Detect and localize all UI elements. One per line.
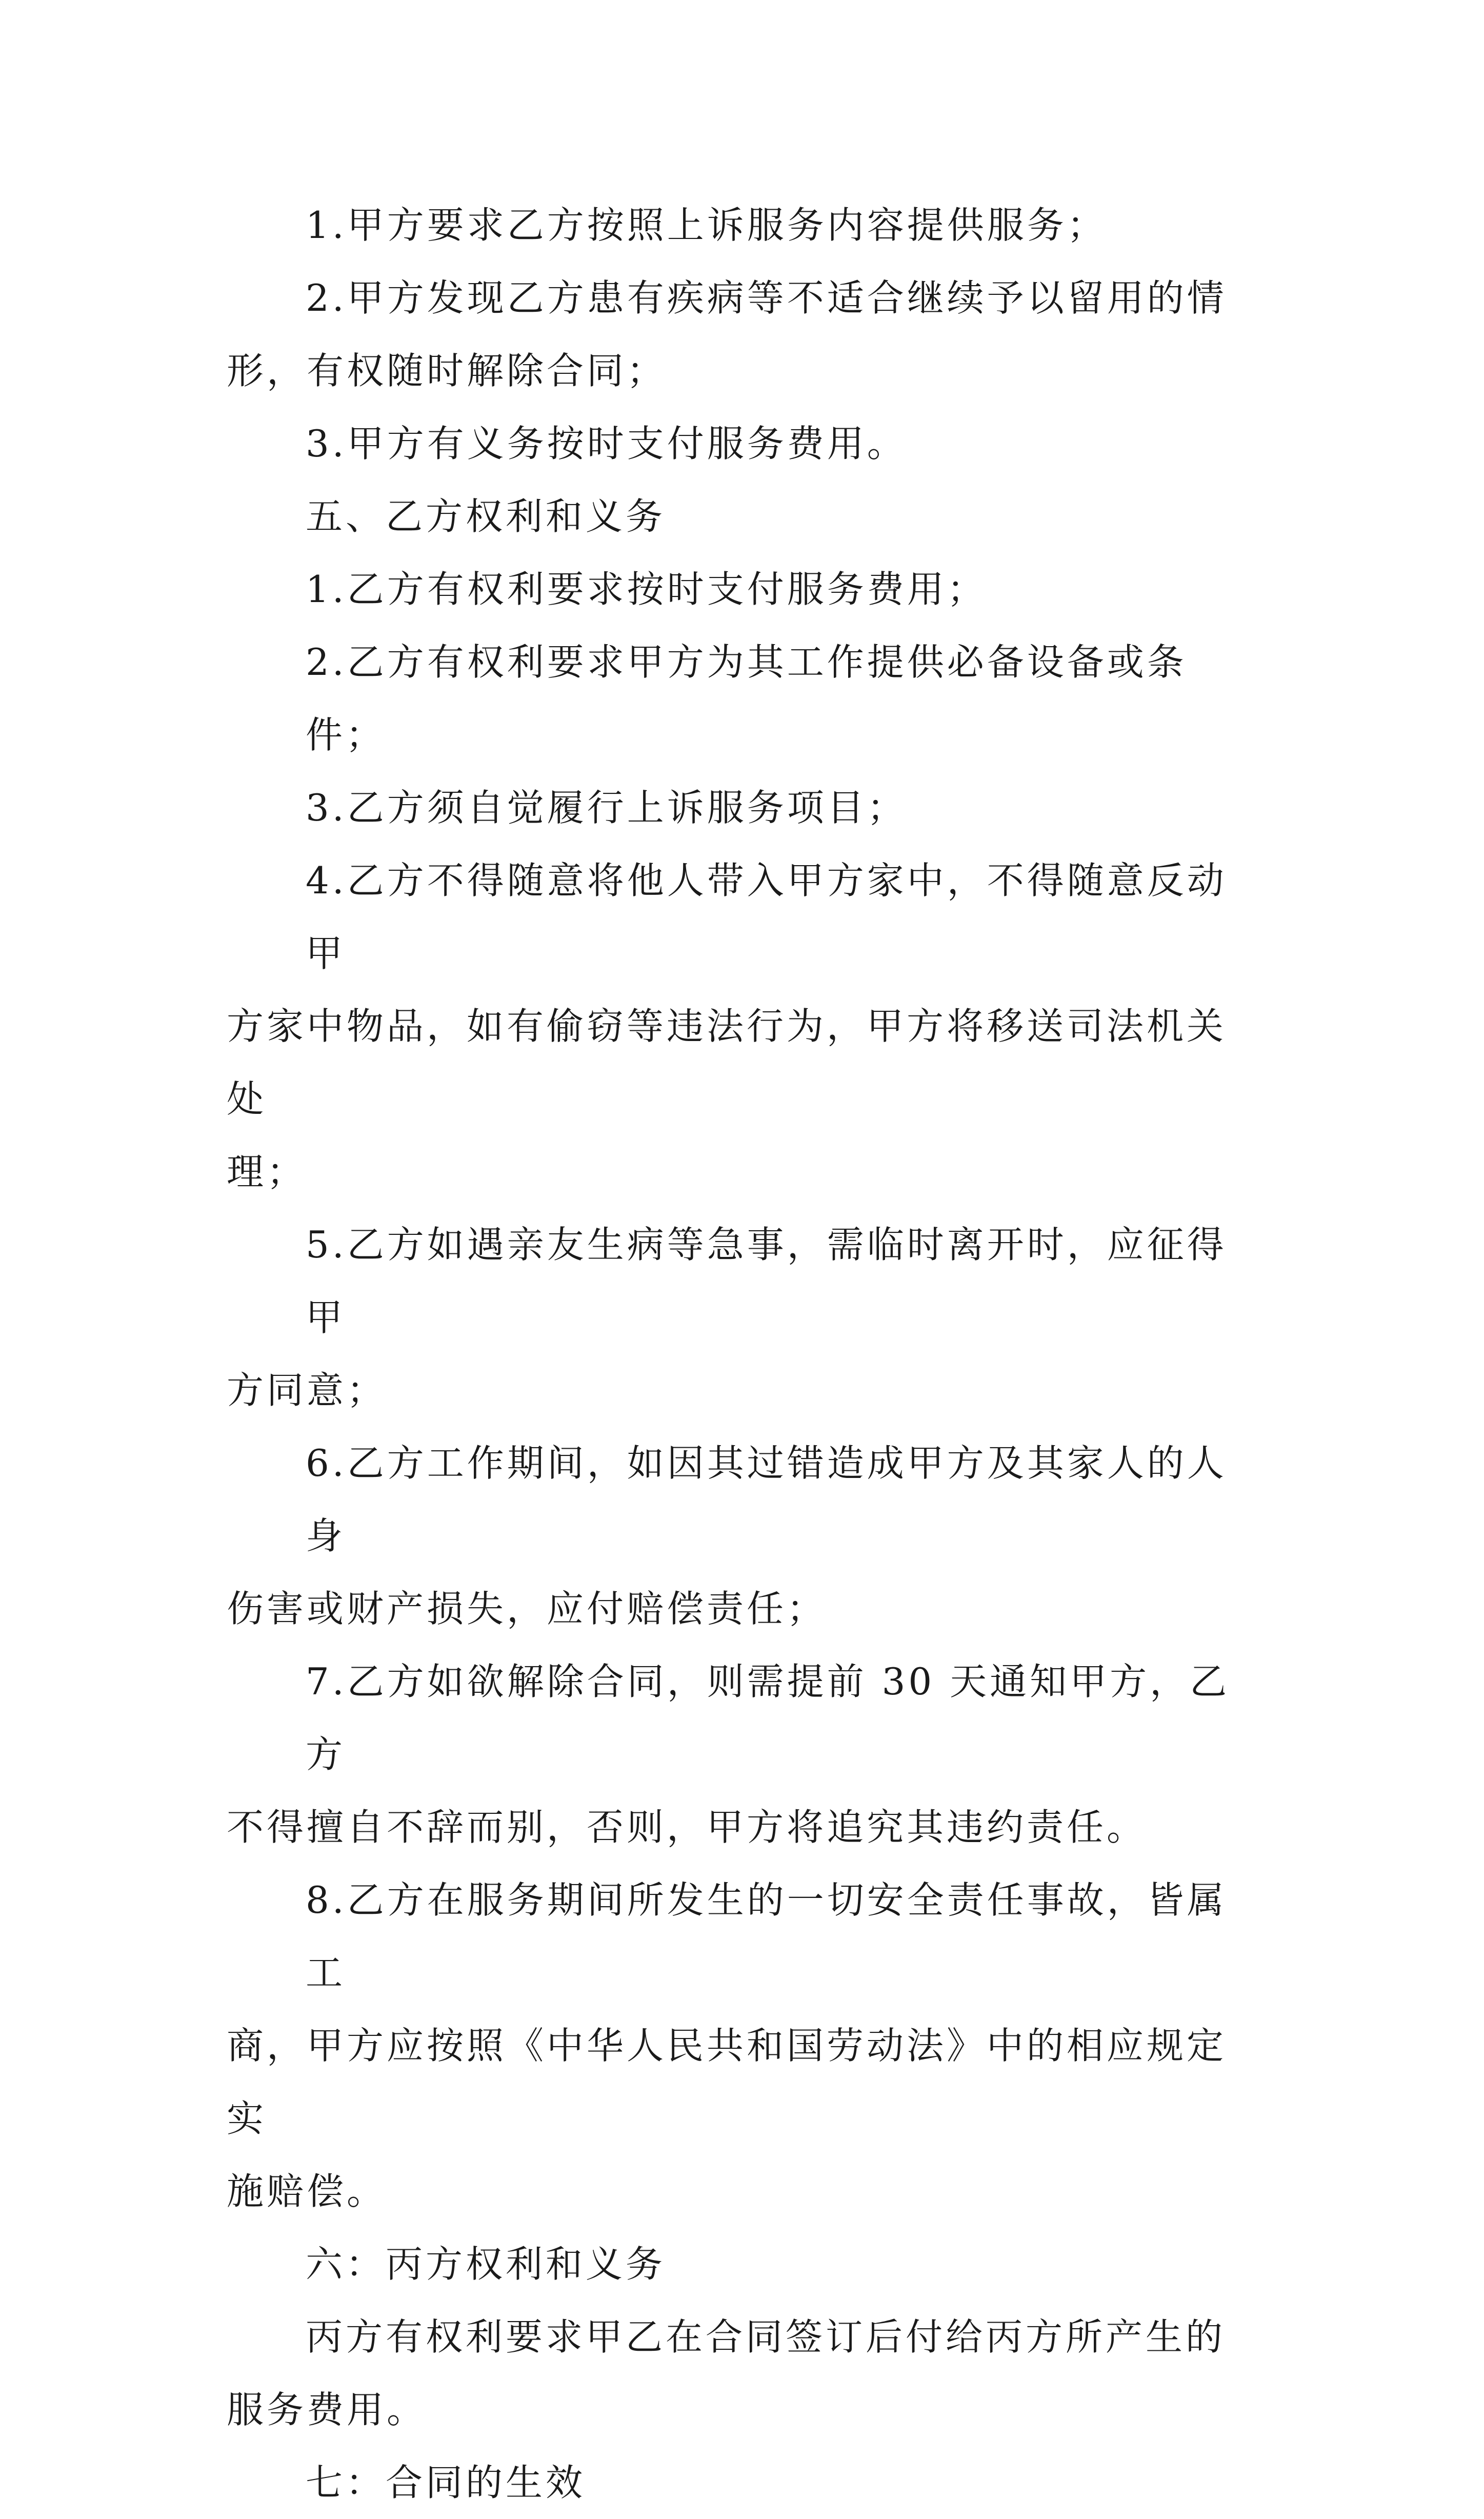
clause-yi-5-line-1: 5.乙方如遇亲友生病等急事，需临时离开时，应征得甲 [306, 1223, 1227, 1339]
clause-yi-8-line-1: 8.乙方在服务期间所发生的一切安全责任事故，皆属工 [306, 1878, 1227, 1994]
clause-yi-4-line-2: 方家中物品，如有偷窃等违法行为，甲方将移送司法机关处 [227, 1005, 1227, 1121]
document-body [227, 189, 1257, 2519]
clause-bing-line-1: 丙方有权利要求甲乙在合同签订后付给丙方所产生的 [306, 2315, 1226, 2358]
clause-yi-4-line-1: 4.乙方不得随意将他人带入甲方家中，不得随意反动甲 [306, 859, 1227, 975]
clause-jia-2-line-2: 形，有权随时解除合同； [227, 349, 667, 392]
clause-yi-7-line-2: 不得擅自不辞而别，否则，甲方将追究其违约责任。 [227, 1806, 1147, 1849]
clause-yi-4-line-3: 理； [227, 1150, 307, 1193]
clause-yi-8-line-2: 商，甲方应按照《中华人民共和国劳动法》中的相应规定实 [227, 2024, 1227, 2140]
section-heading-5: 五、乙方权利和义务 [306, 495, 666, 538]
clause-yi-7-line-1: 7.乙方如欲解除合同，则需提前 30 天通知甲方，乙方 [306, 1660, 1230, 1776]
clause-jia-2-line-1: 2.甲方发现乙方患有疾病等不适合继续予以留用的情 [306, 276, 1227, 319]
clause-jia-3: 3.甲方有义务按时支付服务费用。 [306, 422, 907, 465]
clause-jia-1: 1.甲方要求乙方按照上诉服务内容提供服务； [306, 204, 1107, 247]
clause-yi-6-line-1: 6.乙方工作期间，如因其过错造成甲方及其家人的人身 [306, 1442, 1227, 1557]
clause-yi-3: 3.乙方须自觉履行上诉服务项目； [306, 786, 907, 829]
clause-yi-6-line-2: 伤害或财产损失，应付赔偿责任； [227, 1587, 827, 1630]
section-heading-6: 六：丙方权利和义务 [306, 2243, 666, 2286]
clause-yi-8-line-3: 施赔偿。 [227, 2170, 387, 2213]
clause-yi-2: 2.乙方有权利要求甲方为其工作提供必备设备或条件； [306, 641, 1187, 756]
clause-yi-1: 1.乙方有权利要求按时支付服务费用； [306, 568, 987, 611]
clause-bing-line-2: 服务费用。 [227, 2388, 427, 2431]
section-heading-7: 七：合同的生效 [306, 2461, 586, 2504]
clause-yi-5-line-2: 方同意； [227, 1369, 387, 1412]
